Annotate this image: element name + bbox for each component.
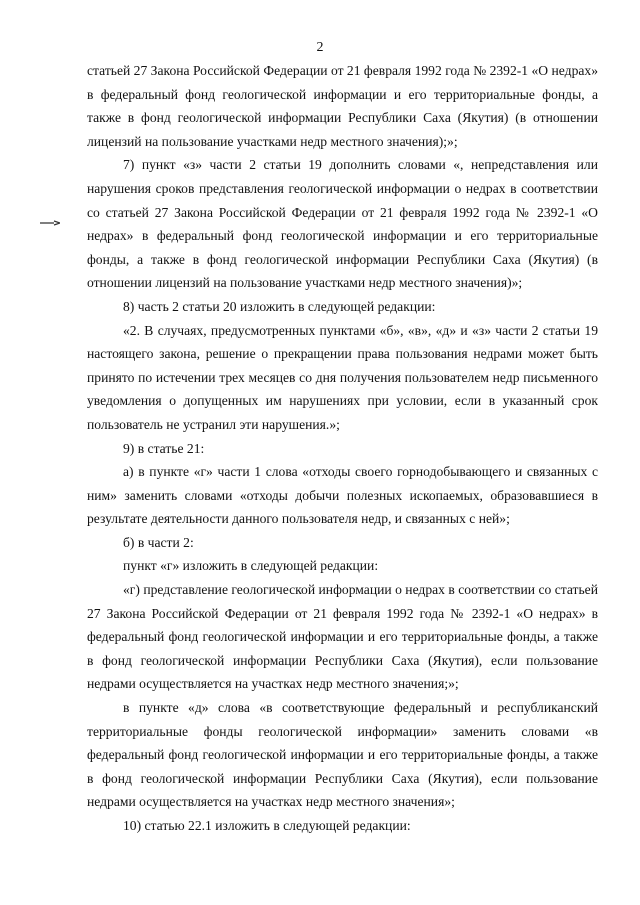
paragraph: 8) часть 2 статьи 20 изложить в следующей редакции: — [123, 298, 436, 314]
paragraph: «2. В случаях, предусмотренных пунктами «б», «в», «д» и «з» части 2 статьи 19 настоящего закона, решение о прекращении права пользования недрами может быть принято по истечении трех месяцев со дня получения пользователем недр письменного уведомления о допущенных им нарушениях при условии, если в указанный срок пользователь не устранил эти нарушения.»; — [87, 322, 598, 432]
page-number: 2 — [316, 40, 324, 55]
document-body — [87, 59, 598, 838]
margin-mark — [40, 220, 60, 226]
paragraph: б) в части 2: — [123, 534, 194, 550]
paragraph: «г) представление геологической информации о недрах в соответствии со статьей 27 Закона Российской Федерации от 21 февраля 1992 года № 2392-1 «О недрах» в федеральный фонд геологической информации и его территориальные фонды, а также в фонд геологической информации Республики Саха (Якутия), если пользование недрами осуществляется на участках недр местного значения;»; — [87, 582, 598, 692]
paragraph: 7) пункт «з» части 2 статьи 19 дополнить словами «, непредставления или нарушения сроков представления геологической информации о недрах в соответствии со статьей 27 Закона Российской Федерации от 21 февраля 1992 года № 2392-1 «О недрах» в федеральный фонд геологической информации и его территориальные фонды, а также в фонд геологической информации Республики Саха (Якутия) (в отношении лицензий на пользование участками недр местного значения)»; — [87, 157, 598, 291]
paragraph: пункт «г» изложить в следующей редакции: — [123, 558, 379, 574]
paragraph: статьей 27 Закона Российской Федерации от 21 февраля 1992 года № 2392-1 «О недрах» в федеральный фонд геологической информации и его территориальные фонды, а также в фонд геологической информации Республики Саха (Якутия) (в отношении лицензий на пользование участками недр местного значения);»; — [87, 63, 598, 149]
paragraph: 10) статью 22.1 изложить в следующей редакции: — [123, 818, 411, 833]
paragraph: в пункте «д» слова «в соответствующие федеральный и республиканский территориальные фонды геологической информации» заменить словами «в федеральный фонд геологической информации и его территориальные фонды, а также в фонд геологической информации Республики Саха (Якутия), если пользование недрами осуществляется на участках недр местного значения»; — [87, 700, 598, 810]
paragraph: 9) в статье 21: — [123, 440, 205, 456]
paragraph: а) в пункте «г» части 1 слова «отходы своего горнодобывающего и связанных с ним» заменить словами «отходы добычи полезных ископаемых, образовавшиеся в результате деятельности данного пользователя недр, и связанных с ней»; — [87, 464, 598, 527]
